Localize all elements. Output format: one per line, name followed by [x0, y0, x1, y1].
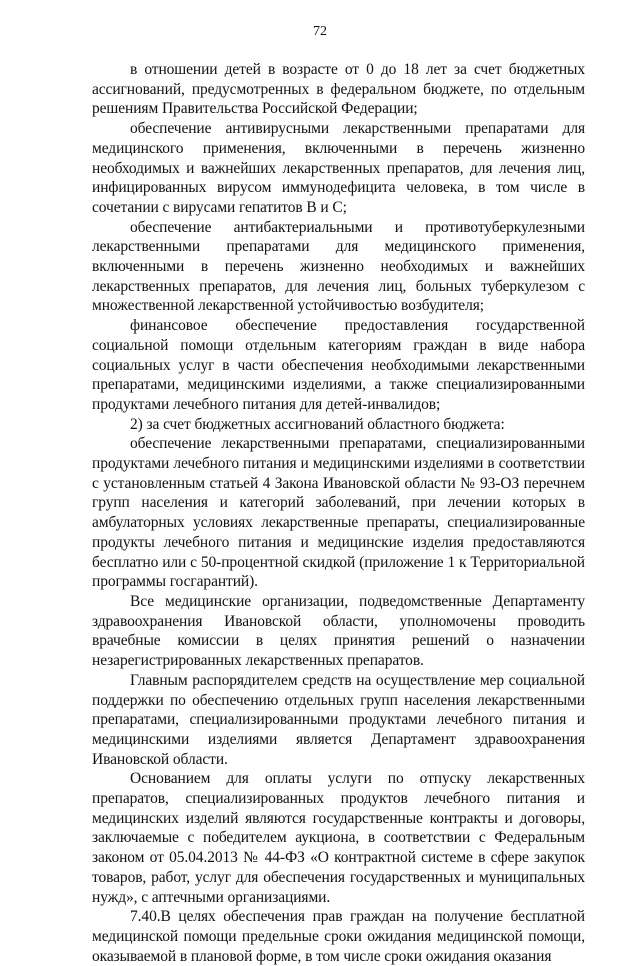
paragraph-medical-commissions: Все медицинские организации, подведомственные Департаменту здравоохранения Ивановской области, уполномочены проводить врачебные комиссии в целях принятия решений о назначении незарегистрированных лекарственных препаратов.: [92, 592, 585, 670]
document-body: [92, 60, 585, 966]
paragraph-regional-budget: 2) за счет бюджетных ассигнований областного бюджета:: [130, 415, 505, 433]
paragraph-social-assistance: финансовое обеспечение предоставления государственной социальной помощи отдельным категориям граждан в виде набора социальных услуг в части обеспечения необходимыми лекарственными препаратами, медицинскими изделиями, а также специализированными продуктами лечебного питания для детей-инвалидов;: [92, 317, 585, 413]
paragraph-waiting-times: 7.40.В целях обеспечения прав граждан на получение бесплатной медицинской помощи предельные сроки ожидания медицинской помощи, оказываемой в плановой форме, в том числе сроки ожидания оказания: [92, 908, 585, 965]
paragraph-antiviral-drugs: обеспечение антивирусными лекарственными препаратами для медицинского применения, включенными в перечень жизненно необходимых и важнейших лекарственных препаратов, для лечения лиц, инфицированных вирусом иммунодефицита человека, в том числе в сочетании с вирусами гепатитов B и C;: [92, 120, 585, 216]
page-number: 72: [313, 24, 327, 39]
paragraph-payment-basis: Основанием для оплаты услуги по отпуску лекарственных препаратов, специализированных продуктов лечебного питания и медицинских изделий являются государственные контракты и договоры, заключаемые с победителем аукциона, в соответствии с Федеральным законом от 05.04.2013 № 44-ФЗ «О контрактной системе в сфере закупок товаров, работ, услуг для обеспечения государственных и муниципальных нужд», с аптечными организациями.: [92, 770, 585, 906]
paragraph-chief-administrator: Главным распорядителем средств на осуществление мер социальной поддержки по обеспечению отдельных групп населения лекарственными препаратами, специализированными продуктами лечебного питания и медицинскими изделиями является Департамент здравоохранения Ивановской области.: [92, 671, 585, 768]
paragraph-drug-provision: обеспечение лекарственными препаратами, специализированными продуктами лечебного питания и медицинскими изделиями в соответствии с установленным статьей 4 Закона Ивановской области № 93-ОЗ перечнем групп населения и категорий заболеваний, при лечении которых в амбулаторных условиях лекарственные препараты, специализированные продукты лечебного питания и медицинские изделия предоставляются бесплатно или с 50-процентной скидкой (приложение 1 к Территориальной программы госгарантий).: [92, 435, 585, 591]
paragraph-antibacterial-drugs: обеспечение антибактериальными и противотуберкулезными лекарственными препаратами для медицинского применения, включенными в перечень жизненно необходимых и важнейших лекарственных препаратов, для лечения лиц, больных туберкулезом с множественной лекарственной устойчивостью возбудителя;: [92, 218, 585, 315]
paragraph-children-budget: в отношении детей в возрасте от 0 до 18 лет за счет бюджетных ассигнований, предусмотренных в федеральном бюджете, по отдельным решениям Правительства Российской Федерации;: [92, 61, 585, 118]
